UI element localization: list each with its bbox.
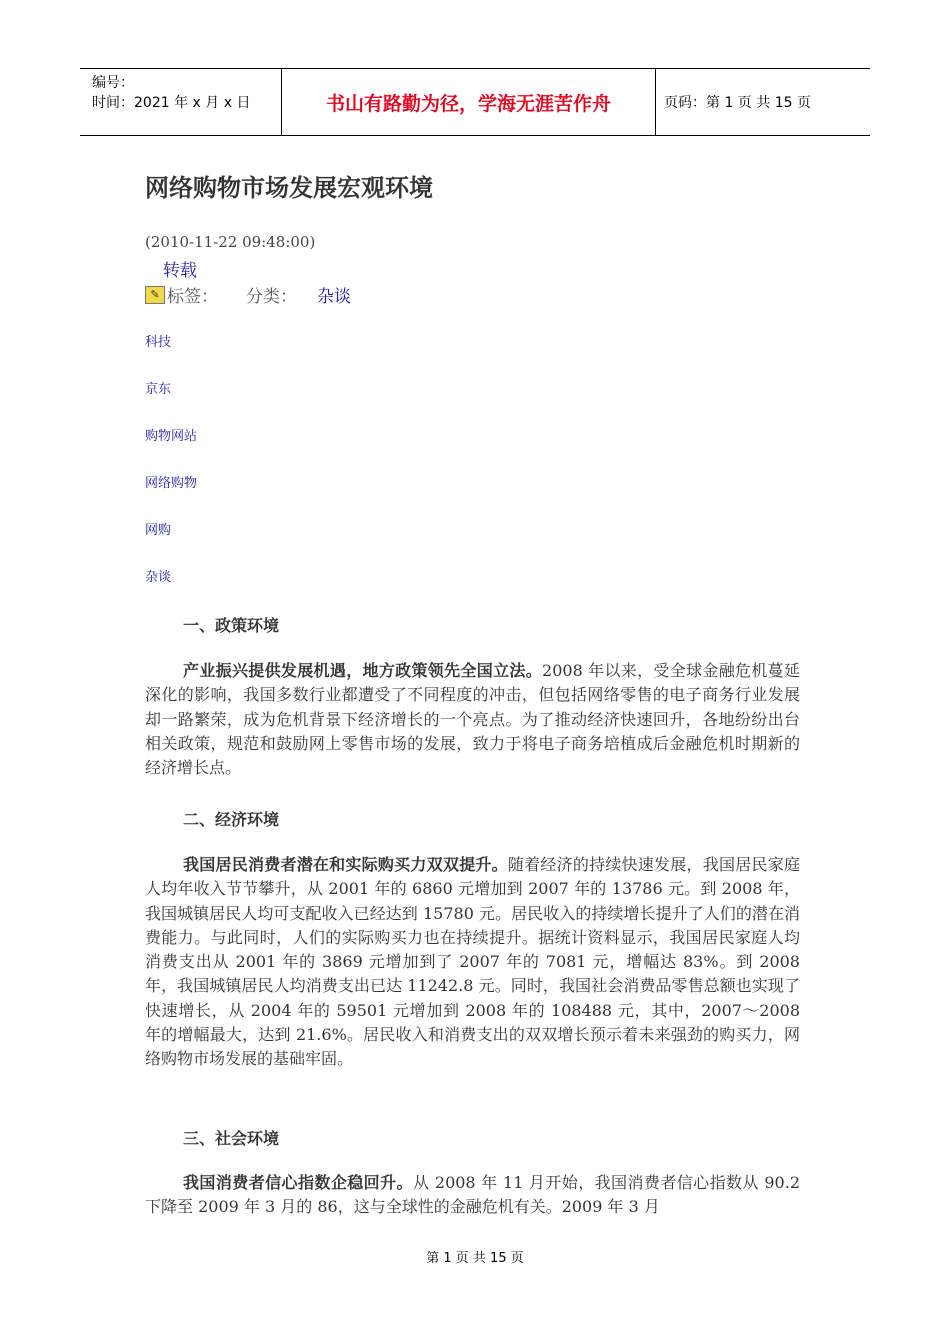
number-label: 编号： (92, 75, 134, 91)
tag-link-tech[interactable]: 科技 (145, 335, 172, 350)
section-paragraph-society (145, 1171, 800, 1220)
paragraph-body: 2008 年以来，受全球金融危机蔓延深化的影响，我国多数行业都遭受了不同程度的冲击，但包括网络零售的电子商务行业发展却一路繁荣，成为危机背景下经济增长的一个亮点。为了推动经济快速回升，各地纷纷出台相关政策，规范和鼓励网上零售市场的发展，致力于将电子商务培植成后金融危机时期新的经济增长点。 (145, 661, 800, 778)
paragraph-lead: 我国消费者信心指数企稳回升。 (183, 1173, 413, 1192)
tag-icon: ✎ (145, 286, 165, 304)
paragraph-body: 随着经济的持续快速发展，我国居民家庭人均年收入节节攀升，从 2001 年的 6860 元增加到 2007 年的 13786 元。到 2008 年，我国城镇居民人均可支配收入已经达到 15780 元。居民收入的持续增长提升了人们的潜在消费能力。与此同时，人们的实际购买力也在持续提升。据统计资料显示，我国居民家庭人均消费支出从 2001 年的 3869 元增加到了 2007 年的 7081 元，增幅达 83%。到 2008 年，我国城镇居民人均消费支出已达 11242.8 元。同时，我国社会消费品零售总额也实现了快速增长，从 2004 年的 59501 元增加到 2008 年的 108488 元，其中，2007～2008 年的增幅最大，达到 21.6%。居民收入和消费支出的双双增长预示着未来强劲的购买力，网络购物市场发展的基础牢固。 (145, 855, 800, 1069)
document-header (80, 68, 870, 136)
time-label: 时间：2021 年 x 月 x 日 (92, 95, 251, 111)
repost-link[interactable]: 转载 (163, 261, 197, 281)
tag-link-netshop[interactable]: 网购 (145, 523, 172, 538)
tag-link-online-shopping[interactable]: 网络购物 (145, 476, 198, 491)
section-paragraph-economy (145, 853, 800, 1072)
article-title: 网络购物市场发展宏观环境 (145, 174, 433, 202)
section-heading-policy: 一、政策环境 (183, 616, 280, 635)
tag-link-misc[interactable]: 杂谈 (145, 570, 172, 585)
page-footer: 第 1 页 共 15 页 (426, 1251, 524, 1266)
section-paragraph-policy (145, 659, 800, 780)
paragraph-lead: 产业振兴提供发展机遇，地方政策领先全国立法。 (183, 661, 543, 680)
meta-row (145, 282, 351, 307)
tags-label: 标签： (167, 287, 218, 307)
section-heading-society: 三、社会环境 (183, 1129, 280, 1148)
tag-link-jd[interactable]: 京东 (145, 382, 172, 397)
header-motto: 书山有路勤为径，学海无涯苦作舟 (282, 69, 656, 135)
tag-link-shopping-site[interactable]: 购物网站 (145, 429, 198, 444)
category-label: 分类： (246, 287, 297, 307)
category-link[interactable]: 杂谈 (317, 287, 351, 307)
section-heading-economy: 二、经济环境 (183, 810, 280, 829)
article-date: (2010-11-22 09:48:00) (145, 233, 316, 251)
header-page-info: 页码：第 1 页 共 15 页 (664, 95, 811, 111)
paragraph-lead: 我国居民消费者潜在和实际购买力双双提升。 (183, 855, 508, 874)
paragraph-body: 从 2008 年 11 月开始，我国消费者信心指数从 90.2 下降至 2009 年 3 月的 86，这与全球性的金融危机有关。2009 年 3 月 (145, 1173, 800, 1217)
header-meta (80, 69, 282, 135)
